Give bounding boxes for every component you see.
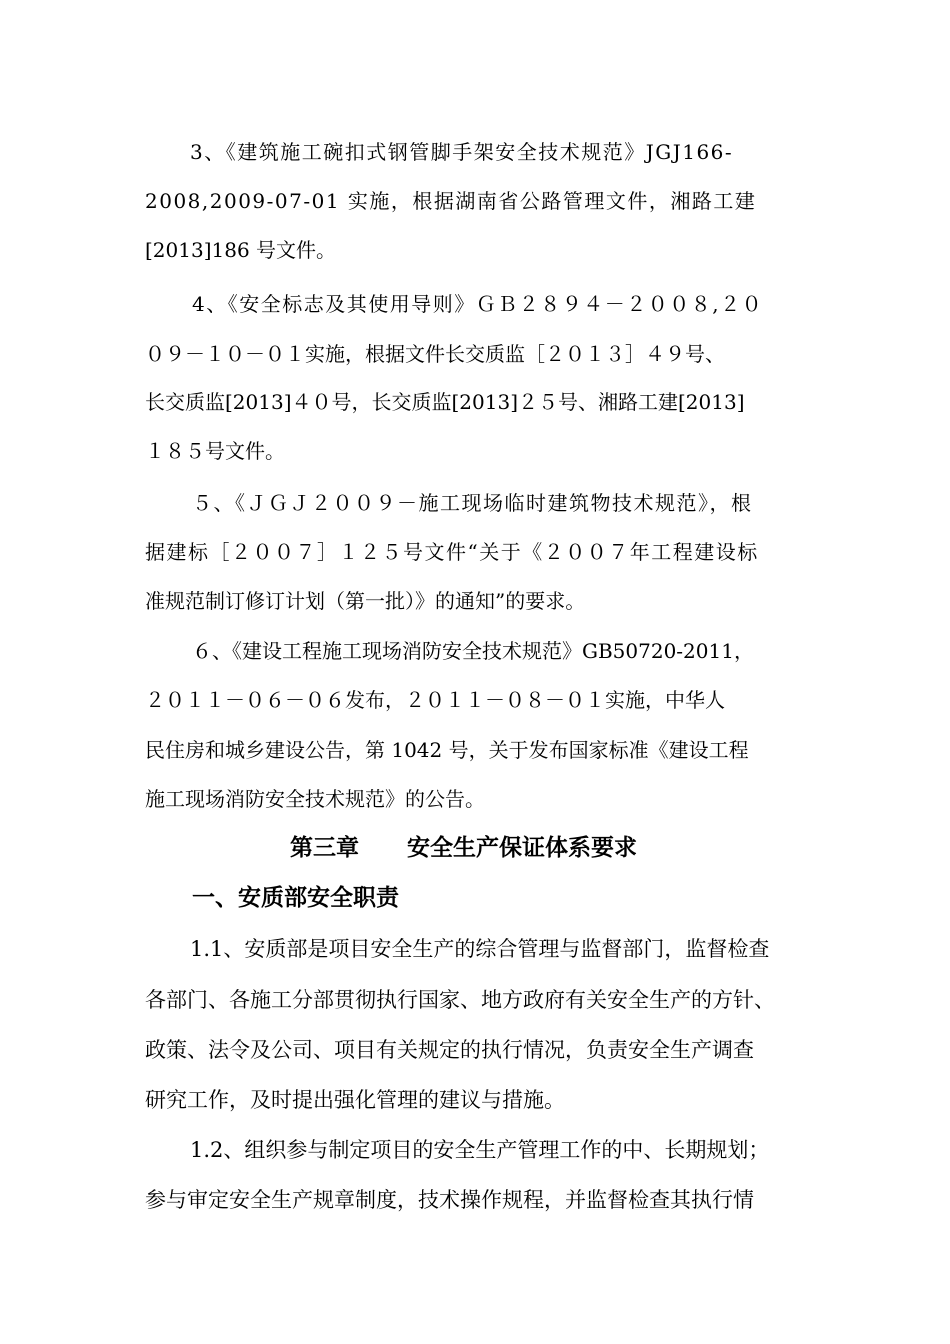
paragraph-4-line-3: 长交质监[2013]４０号，长交质监[2013]２５号、湘路工建[2013]	[145, 390, 745, 414]
paragraph-6-line-4: 施工现场消防安全技术规范》的公告。	[145, 787, 485, 811]
body-paragraph-2-line-2: 参与审定安全生产规章制度，技术操作规程，并监督检查其执行情	[145, 1188, 754, 1212]
paragraph-3-line-1: 3、《建筑施工碗扣式钢管脚手架安全技术规范》JGJ166-	[190, 140, 734, 164]
paragraph-5-line-3: 准规范制订修订计划（第一批）》的通知”的要求。	[145, 589, 586, 613]
paragraph-3-line-3: [2013]186 号文件。	[145, 238, 337, 262]
body-paragraph-1-line-3: 政策、法令及公司、项目有关规定的执行情况，负责安全生产调查	[145, 1038, 754, 1062]
body-paragraph-2-line-1: 1.2、组织参与制定项目的安全生产管理工作的中、长期规划；	[190, 1138, 770, 1162]
body-paragraph-1-line-1: 1.1、安质部是项目安全生产的综合管理与监督部门，监督检查	[190, 937, 770, 961]
paragraph-4-line-2: ０９－１０－０１实施，根据文件长交质监［２０１３］４９号、	[145, 342, 725, 366]
body-paragraph-1-line-4: 研究工作，及时提出强化管理的建议与措施。	[145, 1088, 565, 1112]
paragraph-6-line-1: ６、《建设工程施工现场消防安全技术规范》GB50720-2011，	[192, 639, 754, 663]
section-heading: 一、安质部安全职责	[192, 884, 399, 911]
body-paragraph-1-line-2: 各部门、各施工分部贯彻执行国家、地方政府有关安全生产的方针、	[145, 988, 775, 1012]
paragraph-3-line-2: 2008,2009-07-01 实施，根据湖南省公路管理文件，湘路工建	[145, 189, 757, 213]
chapter-heading: 第三章 安全生产保证体系要求	[290, 834, 638, 861]
paragraph-5-line-1: ５、《ＪＧＪ２００９－施工现场临时建筑物技术规范》，根	[192, 491, 753, 515]
paragraph-5-line-2: 据建标［２００７］１２５号文件“关于《２００７年工程建设标	[145, 540, 759, 564]
paragraph-4-line-1: 4、《安全标志及其使用导则》ＧＢ２８９４－２００８,２０	[192, 292, 764, 316]
paragraph-6-line-3: 民住房和城乡建设公告，第 1042 号，关于发布国家标准《建设工程	[145, 738, 749, 762]
paragraph-6-line-2: ２０１１－０６－０６发布，２０１１－０８－０１实施，中华人	[145, 688, 725, 712]
paragraph-4-line-4: １８５号文件。	[145, 439, 285, 463]
